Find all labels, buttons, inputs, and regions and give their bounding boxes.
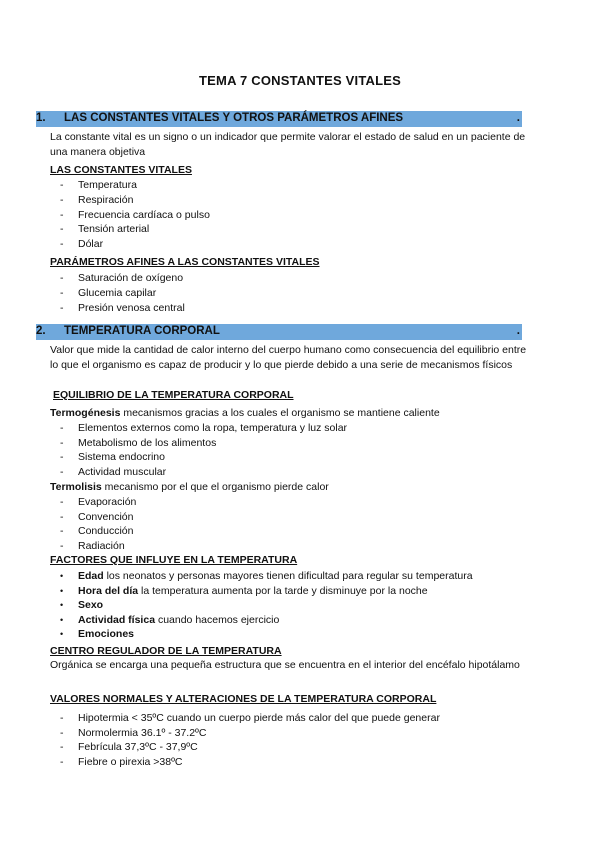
list-item: - Fiebre o pirexia >38ºC <box>60 755 183 768</box>
list-item: • Sexo <box>60 599 104 612</box>
list-item: - Presión venosa central <box>60 301 185 314</box>
list-item: - Metabolismo de los alimentos <box>60 436 217 449</box>
list-item: - Actividad muscular <box>60 465 167 478</box>
factors-list <box>60 569 473 642</box>
list-item: - Sistema endocrino <box>60 451 165 464</box>
section-1-title: LAS CONSTANTES VITALES Y OTROS PARÁMETROS AFINES <box>64 112 404 124</box>
section-1-number: 1. <box>36 112 46 124</box>
factors-heading: FACTORES QUE INFLUYE EN LA TEMPERATURA <box>50 554 298 566</box>
page-title: TEMA 7 CONSTANTES VITALES <box>199 73 401 88</box>
section-1-trail: . <box>516 112 520 124</box>
list-item: • Edad los neonatos y personas mayores tienen dificultad para regular su temperatura <box>60 570 473 582</box>
vitals-list <box>60 178 210 252</box>
list-item: - Respiración <box>60 193 134 206</box>
list-item: - Normolermia 36.1º - 37.2ºC <box>60 726 207 739</box>
list-item: • Hora del día la temperatura aumenta por la tarde y disminuye por la noche <box>60 584 428 597</box>
section-2-title: TEMPERATURA CORPORAL <box>64 325 220 337</box>
list-item: - Elementos externos como la ropa, temperatura y luz solar <box>60 422 348 434</box>
list-item: - Temperatura <box>60 179 137 191</box>
center-text: Orgánica se encarga una pequeña estructura que se encuentra en el interior del encéfalo hipotálamo <box>50 659 520 671</box>
section-1-header <box>36 111 522 127</box>
list-item: - Frecuencia cardíaca o pulso <box>60 208 210 221</box>
thermolysis-list <box>60 495 136 553</box>
thermogenesis-line: Termogénesis mecanismos gracias a los cuales el organismo se mantiene caliente <box>50 407 440 419</box>
list-item: • Actividad física cuando hacemos ejercicio <box>60 613 280 626</box>
related-heading: PARÁMETROS AFINES A LAS CONSTANTES VITALES <box>50 256 320 268</box>
vitals-heading: LAS CONSTANTES VITALES <box>50 164 192 176</box>
center-heading: CENTRO REGULADOR DE LA TEMPERATURA <box>50 645 282 657</box>
related-list <box>60 271 185 315</box>
section-1-intro: La constante vital es un signo o un indicador que permite valorar el estado de salud en un paciente de una manera objetiva <box>50 131 526 158</box>
list-item: - Radiación <box>60 539 125 552</box>
list-item: - Febrícula 37,3ºC - 37,9ºC <box>60 741 198 754</box>
list-item: - Dólar <box>60 238 104 251</box>
list-item: - Hipotermia < 35ºC cuando un cuerpo pierde más calor del que puede generar <box>60 712 440 724</box>
section-2-trail: . <box>516 325 520 337</box>
list-item: - Evaporación <box>60 496 137 508</box>
section-2-intro: Valor que mide la cantidad de calor interno del cuerpo humano como consecuencia del equilibrio entre lo que el organismo es capaz de producir y lo que pierde debido a una serie de mecanismos físicos <box>50 344 527 371</box>
list-item: - Glucemia capilar <box>60 286 157 299</box>
list-item: - Conducción <box>60 525 134 538</box>
thermolysis-line: Termolisis mecanismo por el que el organismo pierde calor <box>50 481 329 493</box>
section-2-header <box>36 324 522 340</box>
values-list <box>60 711 440 769</box>
list-item: - Tensión arterial <box>60 223 150 236</box>
list-item: - Saturación de oxígeno <box>60 272 184 284</box>
values-heading: VALORES NORMALES Y ALTERACIONES DE LA TEMPERATURA CORPORAL <box>50 693 437 705</box>
balance-heading: EQUILIBRIO DE LA TEMPERATURA CORPORAL <box>53 389 294 401</box>
thermogenesis-list <box>60 421 347 479</box>
section-2-number: 2. <box>36 325 46 337</box>
list-item: - Convención <box>60 510 134 523</box>
list-item: • Emociones <box>60 628 135 641</box>
